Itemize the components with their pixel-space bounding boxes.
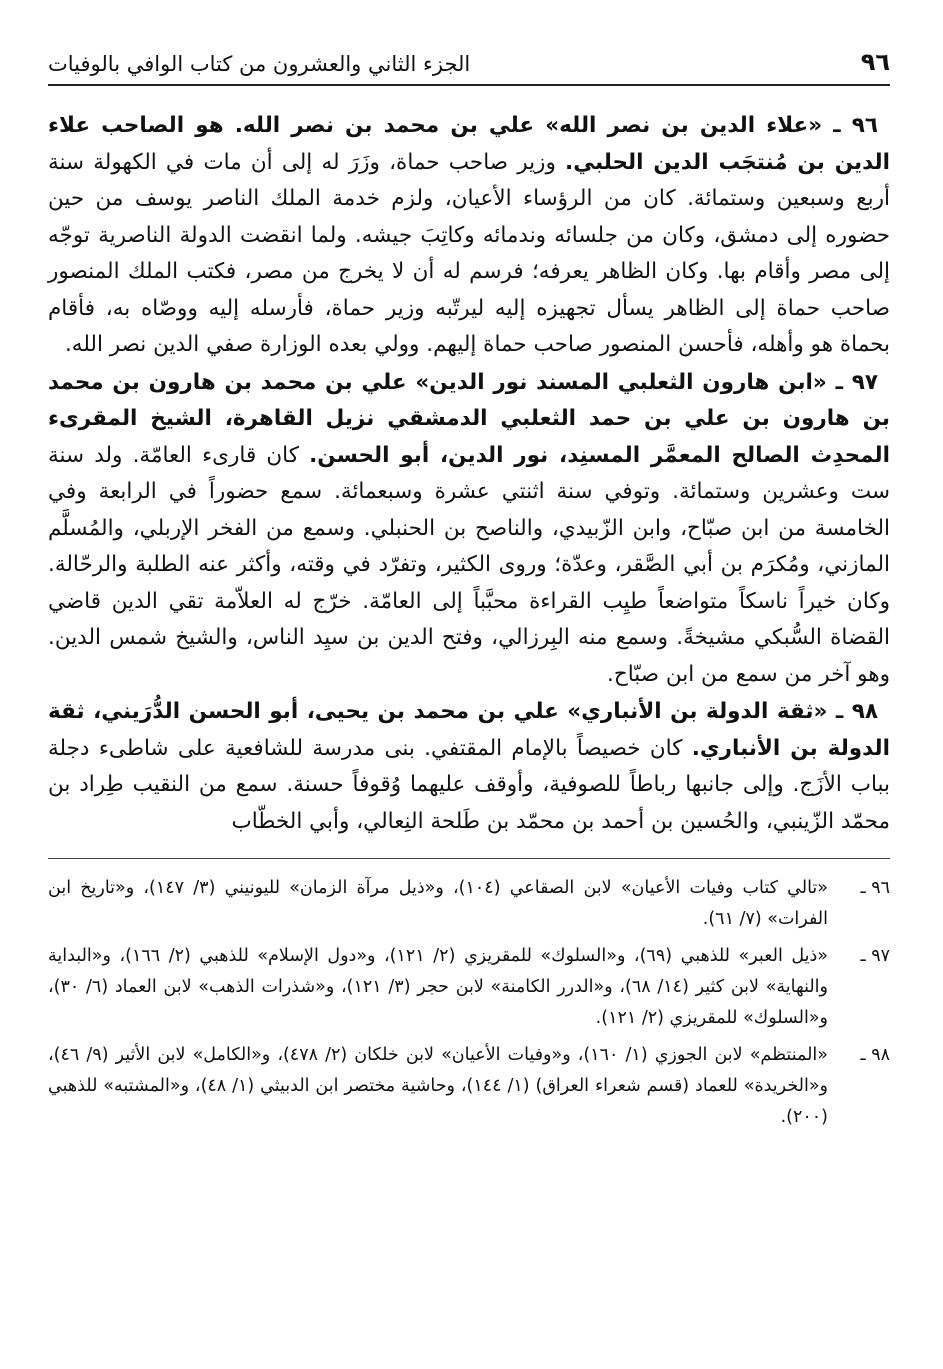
footnotes — [48, 873, 890, 1133]
page-header — [48, 36, 890, 86]
running-title: الجزء الثاني والعشرون من كتاب الوافي بالوفيات — [48, 52, 471, 76]
entry-body: كان خصيصاً بالإمام المقتفي. بنى مدرسة للشافعية على شاطىء دجلة بباب الأزَج. وإلى جانبها رباطاً للصوفية، وأوقف عليهما وُقوفاً حسنة. سمع من النقيب طِراد بن محمّد الزّينبي، والحُسين بن أحمد بن محمّد بن طَلحة النِعالي، وأبي الخطّاب — [48, 735, 890, 834]
entry-heading: ٩٦ ـ «علاء الدين بن نصر الله» علي بن محمد بن نصر الله. هو الصاحب علاء الدين بن مُنتجَب الدين الحلبي. — [48, 113, 890, 175]
footnote-97 — [48, 941, 890, 1034]
footnote-divider — [48, 858, 890, 859]
footnote-text: «ذيل العبر» للذهبي (٦٩)، و«السلوك» للمقريزي (٢/ ١٢١)، و«دول الإسلام» للذهبي (٢/ ١٦٦)، و«البداية والنهاية» لابن كثير (١٤/ ٦٨)، و«الدرر الكامنة» لابن حجر (٣/ ١٢١)، و«شذرات الذهب» لابن العماد (٦/ ٣٠)، و«السلوك» للمقريزي (٢/ ١٢١). — [48, 946, 828, 1028]
footnote-number: ٩٨ ـ — [860, 1045, 890, 1065]
entry-body: وزير صاحب حماة، وزَرَ له إلى أن مات في الكهولة سنة أربع وسبعين وستمائة. كان من الرؤساء الأعيان، ولزم خدمة الملك الناصر يوسف من حين حضوره إلى دمشق، وكان من جلسائه وندمائه وكاتِبَ جيشه. ولما انقضت الدولة الناصرية توجّه إلى مصر وأقام بها. وكان الظاهر يعرفه؛ فرسم له أن لا يخرج من مصر، فكتب الملك المنصور صاحب حماة إلى الظاهر يسأل تجهيزه إليه ليرتّبه وزير حماة، فأرسله إليه ووصّاه به، فأقام بحماة هو وأهله، فأحسن المنصور صاحب حماة إليهم. وولي بعده الوزارة صفي الدين نصر الله. — [48, 149, 890, 357]
footnote-number: ٩٧ ـ — [860, 946, 890, 966]
entry-heading: ٩٧ ـ «ابن هارون الثعلبي المسند نور الدين» علي بن محمد بن هارون بن محمد بن هارون بن علي بن حمد الثعلبي الدمشقي نزيل القاهرة، الشيخ المقرىء المحدِث الصالح المعمَّر المسنِد، نور الدين، أبو الحسن. — [48, 369, 890, 468]
footnote-text: «المنتظم» لابن الجوزي (١/ ١٦٠)، و«وفيات الأعيان» لابن خلكان (٢/ ٤٧٨)، و«الكامل» لابن الأثير (٩/ ٤٦)، و«الخريدة» للعماد (قسم شعراء العراق) (١/ ١٤٤)، وحاشية مختصر ابن الدبيثي (١/ ٤٨)، و«المشتبه» للذهبي (٢٠٠). — [48, 1045, 829, 1127]
main-text — [48, 108, 890, 840]
entry-96 — [48, 108, 890, 364]
page-number: ٩٦ — [860, 48, 890, 76]
footnote-96 — [48, 873, 890, 935]
footnote-text: «تالي كتاب وفيات الأعيان» لابن الصقاعي (١٠٤)، و«ذيل مرآة الزمان» لليونيني (٣/ ١٤٧)، و«تاريخ ابن الفرات» (٧/ ٦١). — [48, 878, 828, 929]
footnote-number: ٩٦ ـ — [860, 878, 890, 898]
footnote-98 — [48, 1040, 890, 1133]
entry-97 — [48, 365, 890, 694]
entry-body: كان قارىء العامّة. ولد سنة ست وعشرين وستمائة. وتوفي سنة اثنتي عشرة وسبعمائة. سمع حضوراً في الرابعة وفي الخامسة من ابن صبّاح، وابن الزّبيدي، والناصح بن الحنبلي. وسمع من الفخر الإربلي، والمُسلَّم المازني، ومُكرَم بن أبي الصَّقر، وعدّة؛ وروى الكثير، وتفرّد في وقته، وأكثر عنه الطلبة والرحّالة. وكان خيراً ناسكاً متواضعاً طيِب القراءة محبَّباً إلى العامّة. خرّج له العلاّمة تقي الدين قاضي القضاة السُّبكي مشيخةً. وسمع منه البِرزالي، وفتح الدين بن سيِد الناس، والشيخ شمس الدين. وهو آخر من سمع من ابن صبّاح. — [48, 442, 890, 687]
entry-heading: ٩٨ ـ «ثقة الدولة بن الأنباري» علي بن محمد بن يحيى، أبو الحسن الدُّرَيني، ثقة الدولة بن الأنباري. — [48, 699, 890, 761]
entry-98 — [48, 694, 890, 840]
book-page — [48, 36, 890, 1336]
